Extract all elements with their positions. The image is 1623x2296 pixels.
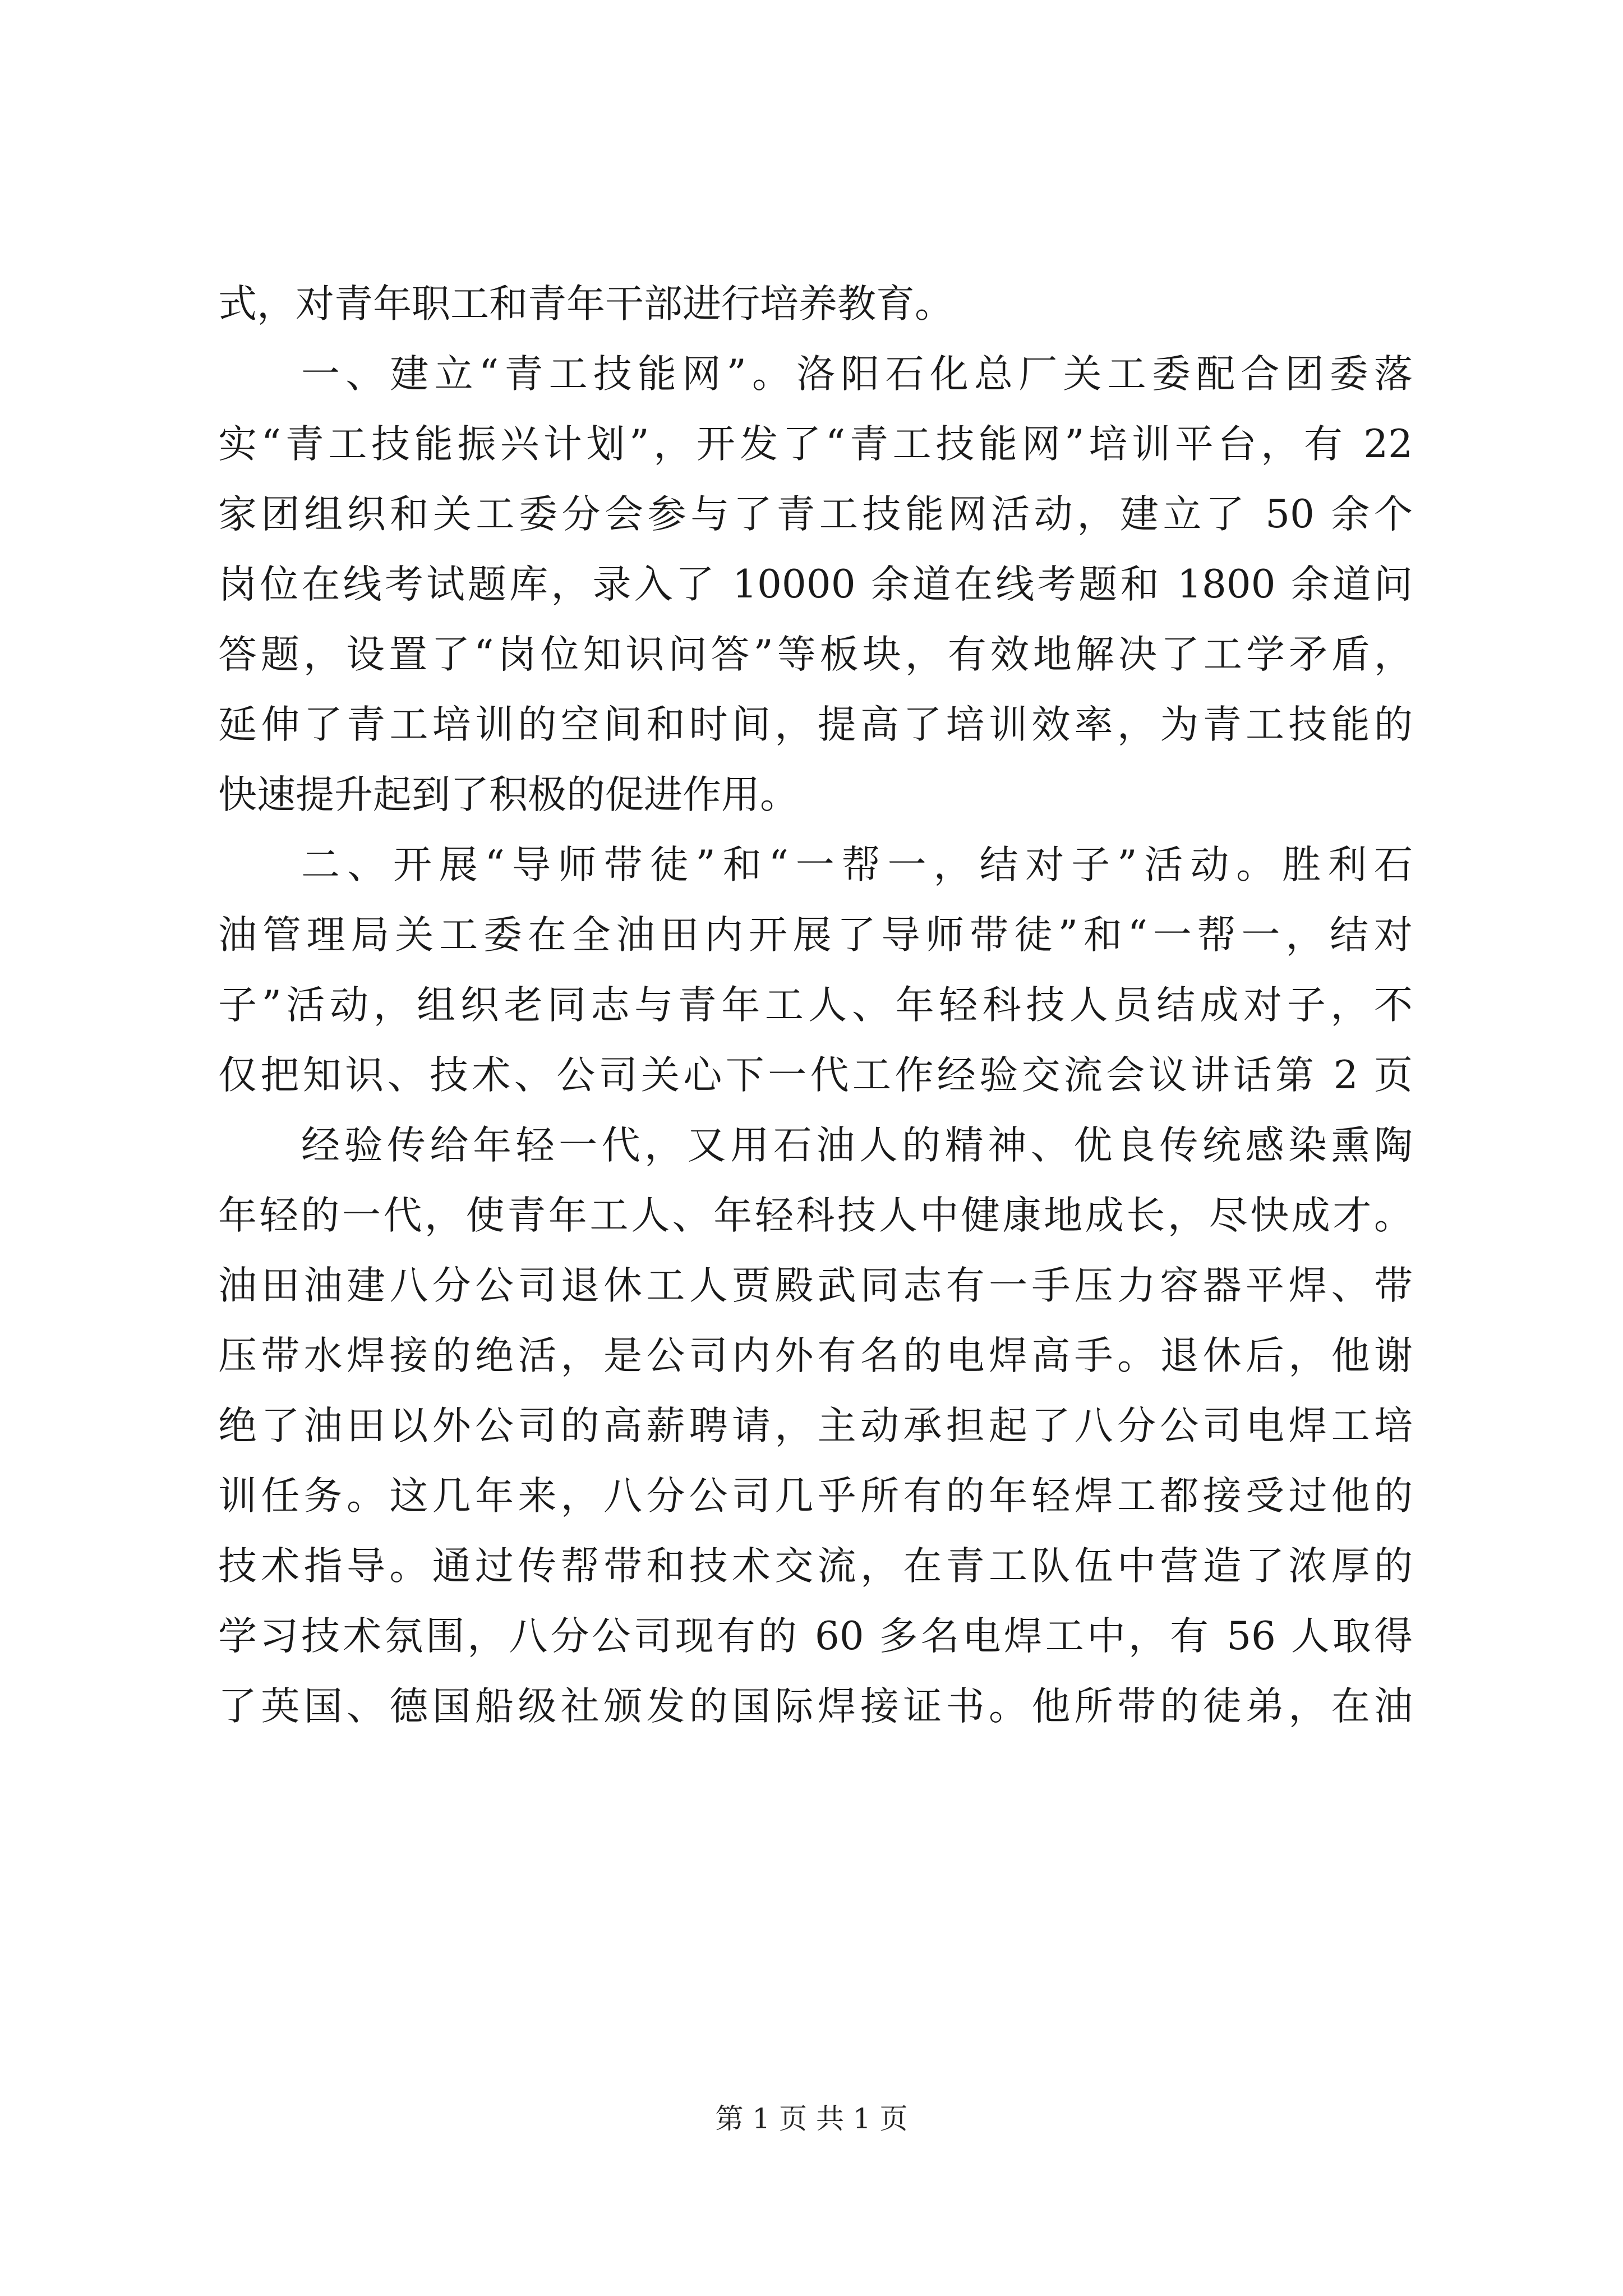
- text-line: 学习技术氛围，八分公司现有的 60 多名电焊工中，有 56 人取得: [218, 1614, 1413, 1659]
- text-line: 训任务。这几年来，八分公司几乎所有的年轻焊工都接受过他的: [218, 1474, 1413, 1519]
- text-line: 实“青工技能振兴计划”，开发了“青工技能网”培训平台，有 22: [218, 422, 1413, 467]
- text-line: 岗位在线考试题库，录入了 10000 余道在线考题和 1800 余道问: [218, 562, 1413, 607]
- text-line: 油管理局关工委在全油田内开展了导师带徒”和“一帮一，结对: [218, 913, 1413, 958]
- text-line: 子”活动，组织老同志与青年工人、年轻科技人员结成对子，不: [218, 983, 1413, 1028]
- text-line: 绝了油田以外公司的高薪聘请，主动承担起了八分公司电焊工培: [218, 1404, 1413, 1448]
- text-line: 油田油建八分公司退休工人贾殿武同志有一手压力容器平焊、带: [218, 1263, 1413, 1308]
- text-line: 技术指导。通过传帮带和技术交流，在青工队伍中营造了浓厚的: [218, 1544, 1413, 1589]
- text-line: 了英国、德国船级社颁发的国际焊接证书。他所带的徒弟，在油: [218, 1684, 1413, 1729]
- text-line: 经验传给年轻一代，又用石油人的精神、优良传统感染熏陶: [301, 1123, 1413, 1168]
- text-line: 二、开展“导师带徒”和“一帮一，结对子”活动。胜利石: [301, 843, 1413, 887]
- text-line: 一、建立“青工技能网”。洛阳石化总厂关工委配合团委落: [301, 352, 1413, 397]
- text-line: 年轻的一代，使青年工人、年轻科技人中健康地成长，尽快成才。: [218, 1193, 1413, 1238]
- text-line: 式，对青年职工和青年干部进行培养教育。: [218, 282, 953, 326]
- text-line: 答题，设置了“岗位知识问答”等板块，有效地解决了工学矛盾，: [218, 632, 1413, 677]
- document-body: [218, 269, 1413, 1742]
- page-footer: 第 1 页 共 1 页: [715, 2102, 908, 2135]
- text-line: 仅把知识、技术、公司关心下一代工作经验交流会议讲话第 2 页: [218, 1053, 1413, 1098]
- text-line: 家团组织和关工委分会参与了青工技能网活动，建立了 50 余个: [218, 492, 1413, 537]
- text-line: 快速提升起到了积极的促进作用。: [218, 772, 799, 817]
- text-line: 延伸了青工培训的空间和时间，提高了培训效率，为青工技能的: [218, 702, 1413, 747]
- text-line: 压带水焊接的绝活，是公司内外有名的电焊高手。退休后，他谢: [218, 1333, 1413, 1378]
